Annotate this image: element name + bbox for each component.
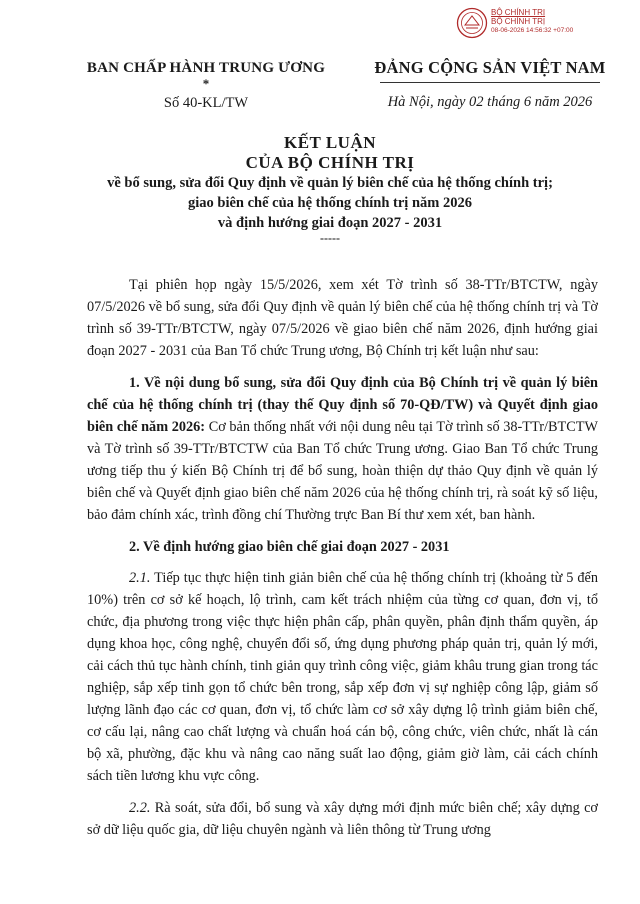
party-underline [380,82,600,83]
seal-icon [456,7,488,39]
section-2-heading: 2. Về định hướng giao biên chế giai đoạn 2027 - 2031 [129,539,450,555]
stamp-line-1: BỘ CHÍNH TRỊ [491,8,546,17]
place-date: Hà Nội, ngày 02 tháng 6 năm 2026 [387,94,593,110]
subtitle-line-3: và định hướng giai đoạn 2027 - 2031 [217,215,443,231]
star-mark: * [202,76,210,91]
section-1-paragraph [87,372,598,526]
section-2-2-paragraph [87,797,598,841]
document-body [87,274,598,851]
party-block [345,58,635,111]
section-2-1-paragraph [87,567,598,787]
organization-name: BAN CHẤP HÀNH TRUNG ƯƠNG [86,60,326,76]
section-1-heading: 1. Về nội dung bổ sung, sửa đổi Quy định của Bộ Chính trị về quản lý biên chế của hệ thống chính trị (thay thế Quy định số 70-QĐ/TW) và Quyết định giao biên chế năm 2026: [87,375,598,435]
document-number: Số 40-KL/TW [163,95,249,111]
title-line-1: KẾT LUẬN [283,133,376,152]
section-2-paragraph [87,536,598,558]
section-2-2-number: 2.2. [129,800,151,816]
digital-signature-stamp [456,7,632,39]
title-separator: ----- [320,231,340,245]
intro-paragraph: Tại phiên họp ngày 15/5/2026, xem xét Tờ trình số 38-TTr/BTCTW, ngày 07/5/2026 về bổ sung, sửa đổi Quy định về quản lý biên chế của hệ thống chính trị và Tờ trình số 39-TTr/BTCTW, ngày 07/5/2026 về giao biên chế năm 2026, định hướng giai đoạn 2027 - 2031 của Ban Tổ chức Trung ương, Bộ Chính trị kết luận như sau: [87,277,598,359]
subtitle-line-2: giao biên chế của hệ thống chính trị năm 2026 [188,195,472,211]
issuer-block [85,60,327,112]
section-2-2-text: Rà soát, sửa đổi, bổ sung và xây dựng mới định mức biên chế; xây dựng cơ sở dữ liệu quốc gia, dữ liệu chuyên ngành và liên thông từ Trung ương [87,800,598,838]
section-1-text: Cơ bản thống nhất với nội dung nêu tại Tờ trình số 38-TTr/BTCTW và Tờ trình số 39-TTr/BTCTW của Ban Tổ chức Trung ương. Giao Ban Tổ chức Trung ương tiếp thu ý kiến Bộ Chính trị để bổ sung, hoàn thiện dự thảo Quy định về quản lý biên chế và Quyết định giao biên chế năm 2026 của hệ thống chính trị, rà soát kỹ số liệu, bảo đảm chính xác, trình đồng chí Thường trực Ban Bí thư xem xét, ban hành. [87,419,598,523]
stamp-datetime: 08-06-2026 14:56:32 +07:00 [491,27,574,34]
document-title [60,133,600,243]
subtitle-line-1: về bổ sung, sửa đổi Quy định về quản lý biên chế của hệ thống chính trị; [107,175,553,191]
stamp-line-2: BỘ CHÍNH TRỊ [491,17,546,26]
party-name: ĐẢNG CỘNG SẢN VIỆT NAM [374,58,606,77]
title-line-2: CỦA BỘ CHÍNH TRỊ [245,153,415,172]
section-2-1-text: Tiếp tục thực hiện tinh giản biên chế của hệ thống chính trị (khoảng từ 5 đến 10%) trên cơ sở kế hoạch, lộ trình, cam kết trách nhiệm của từng cơ quan, đơn vị, tổ chức, địa phương trong việc thực hiện phân cấp, phân quyền, phân định thẩm quyền, áp dụng khoa học, công nghệ, chuyển đổi số, ứng dụng phương pháp quản trị, quản lý mới, cải cách thủ tục hành chính, tinh giản quy trình công việc, giảm khâu trung gian trong tác nghiệp, sắp xếp tinh gọn tổ chức bên trong, sắp xếp đơn vị sự nghiệp công lập, giảm số lượng lãnh đạo các cơ quan, đơn vị, tổ chức làm cơ sở xây dựng lộ trình giảm biên chế, cơ cấu lại, nâng cao chất lượng và chuẩn hoá cán bộ, công chức, viên chức, nhất là cán bộ xã, phường, đặc khu và nâng cao năng suất lao động, giảm giờ làm, cải cách chính sách tiền lương khu vực công. [87,570,598,784]
section-2-1-number: 2.1. [129,570,151,586]
